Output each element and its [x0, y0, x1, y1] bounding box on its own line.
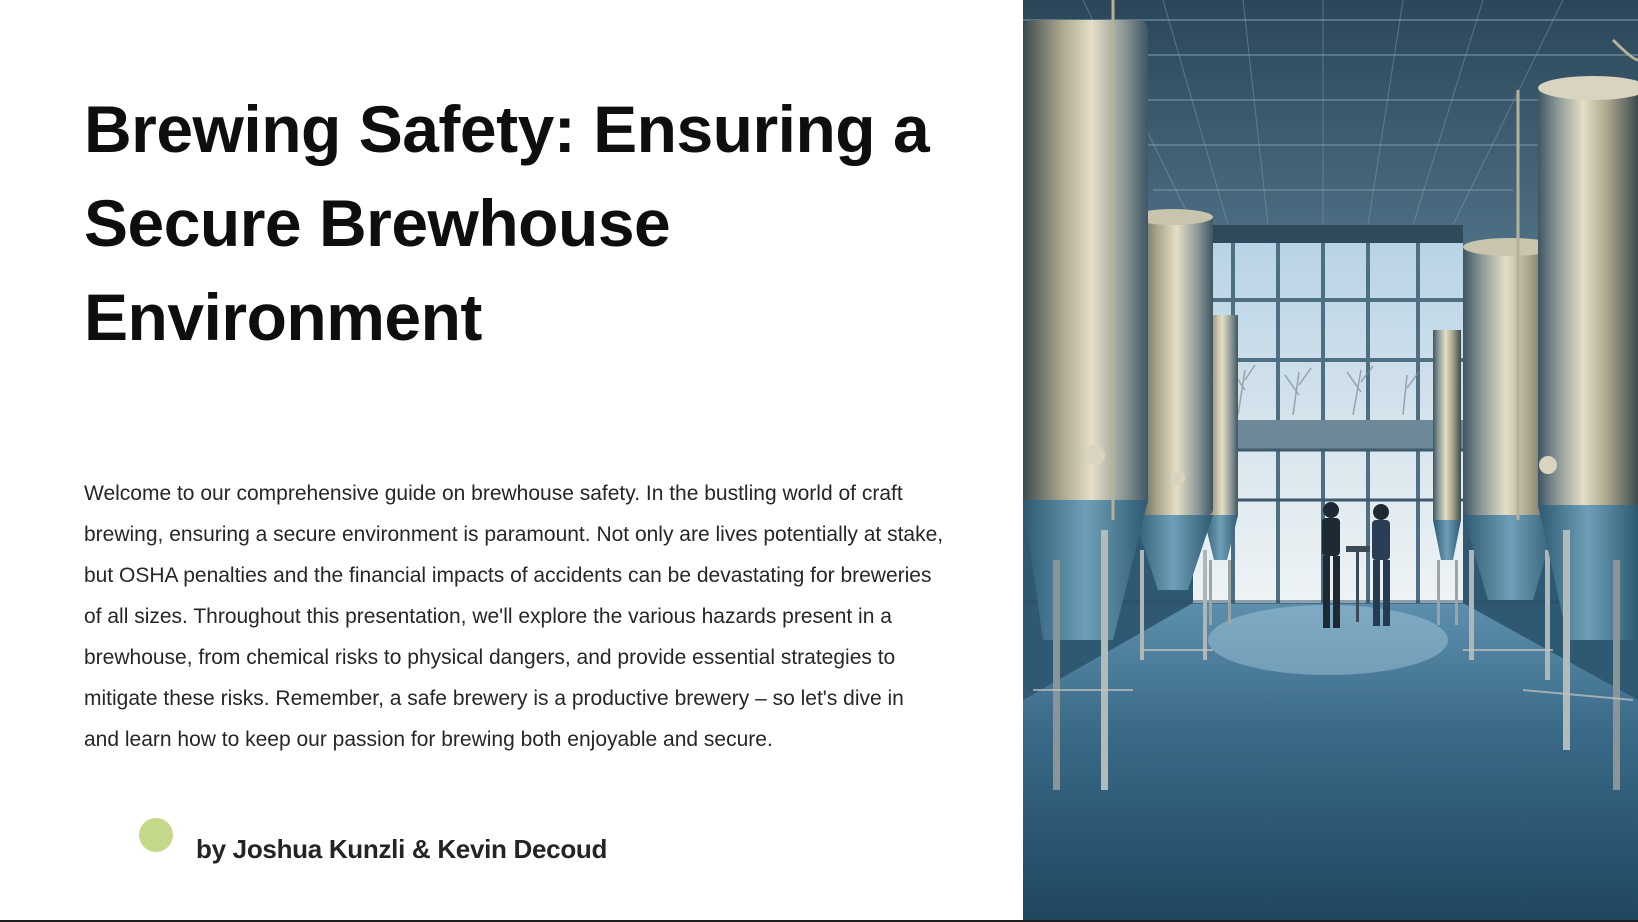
byline [139, 832, 607, 866]
slide-title: Brewing Safety: Ensuring a Secure Brewhouse Environment [84, 92, 930, 354]
intro-paragraph: Welcome to our comprehensive guide on brewhouse safety. In the bustling world of craft brewing, ensuring a secure environment is paramount. Not only are lives potentially at stake, but OSHA penalties and the financial impacts of accidents can be devastating for breweries of all sizes. Throughout this presentation, we'll explore the various hazards present in a brewhouse, from chemical risks to physical dangers, and provide essential strategies to mitigate these risks. Remember, a safe brewery is a productive brewery – so let's dive in and learn how to keep our passion for brewing both enjoyable and secure. [84, 482, 944, 751]
brewery-photo [1023, 0, 1638, 922]
author-names: by Joshua Kunzli & Kevin Decoud [196, 833, 608, 864]
avatar [139, 818, 173, 852]
brewhouse-image [1023, 0, 1638, 922]
